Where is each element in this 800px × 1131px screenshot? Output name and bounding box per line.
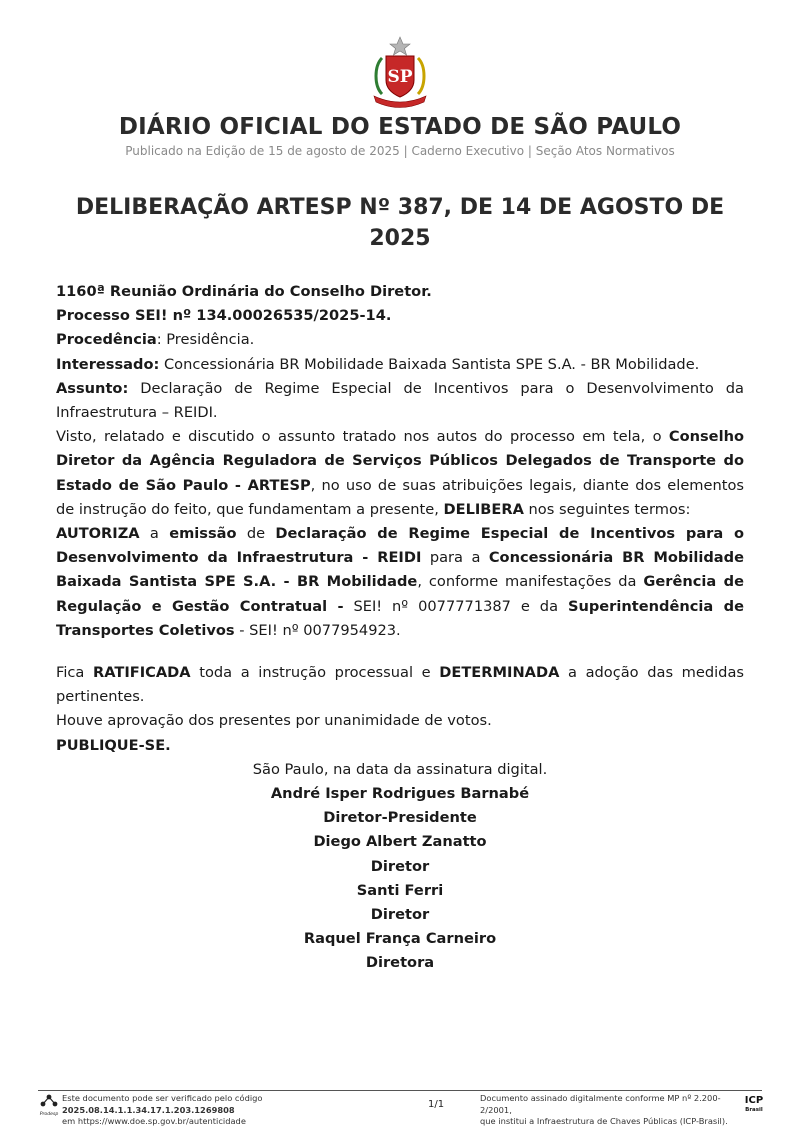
signature-block	[56, 782, 744, 976]
text-run: a	[139, 525, 170, 543]
determinada-keyword: DETERMINADA	[439, 664, 560, 682]
publish-line: PUBLIQUE-SE.	[56, 736, 171, 754]
agency-name: Conselho Diretor da Agência Reguladora de Serviços Públicos Delegados de Transporte do Estado de São Paulo - ARTESP	[56, 428, 744, 494]
publication-info: Publicado na Edição de 15 de agosto de 2025 | Caderno Executivo | Seção Atos Normativos	[125, 144, 675, 158]
signatory-role: Diretor-Presidente	[323, 809, 477, 827]
text-run: SEI! nº 0077771387 e da	[343, 597, 568, 615]
assunto-value: Declaração de Regime Especial de Incentivos para o Desenvolvimento da Infraestrutura – REIDI.	[56, 379, 744, 422]
page-footer	[38, 1090, 762, 1127]
document-title: DELIBERAÇÃO ARTESP Nº 387, DE 14 DE AGOSTO DE 2025	[75, 195, 725, 251]
signature-note-line: que institui a Infraestrutura de Chaves Públicas (ICP-Brasil).	[480, 1116, 728, 1126]
text-run: nos seguintes termos:	[523, 500, 691, 518]
delibera-keyword: DELIBERA	[443, 500, 524, 518]
signatory-name: Diego Albert Zanatto	[313, 833, 487, 851]
document-body	[56, 280, 744, 976]
interessado-label: Interessado:	[56, 355, 160, 373]
assunto-label: Assunto:	[56, 379, 129, 397]
paragraph-ratifica	[56, 661, 744, 709]
signatory-name: André Isper Rodrigues Barnabé	[270, 785, 530, 803]
icp-label: ICP	[744, 1095, 764, 1106]
regulation-department: Gerência de Regulação e Gestão Contratual -	[56, 573, 744, 615]
transport-superintendence: Superintendência de Transportes Coletivos	[56, 597, 744, 639]
paragraph-autoriza	[56, 522, 744, 643]
signatory-role: Diretor	[370, 857, 430, 875]
page-number: 1/1	[428, 1099, 445, 1110]
meeting-line: 1160ª Reunião Ordinária do Conselho Diretor.	[56, 283, 432, 300]
verification-text: Este documento pode ser verificado pelo código	[62, 1093, 263, 1103]
procedencia-line	[56, 328, 744, 352]
digital-signature-note	[480, 1093, 742, 1128]
verification-note	[62, 1093, 422, 1128]
text-run: , conforme manifestações da	[417, 573, 644, 591]
verification-code: 2025.08.14.1.1.34.17.1.203.1269808	[62, 1104, 235, 1115]
reidi-declaration: Declaração de Regime Especial de Incentivos para o Desenvolvimento da Infraestrutura - REIDI	[56, 525, 744, 567]
text-run: a adoção das medidas pertinentes.	[56, 664, 744, 706]
process-line: Processo SEI! nº 134.00026535/2025-14.	[56, 307, 392, 325]
prodesp-label: Prodesp	[39, 1112, 59, 1117]
verification-url: em https://www.doe.sp.gov.br/autenticidade	[62, 1116, 246, 1126]
icp-sub-label: Brasil	[745, 1107, 763, 1113]
text-run: - SEI! nº 0077954923.	[234, 621, 401, 639]
paragraph-visto	[56, 425, 744, 522]
signatory-role: Diretora	[365, 954, 435, 972]
interessado-line	[56, 353, 744, 377]
text-run: para a	[421, 549, 489, 567]
approval-line: Houve aprovação dos presentes por unanimidade de votos.	[56, 712, 492, 730]
assunto-line	[56, 377, 744, 425]
signature-note-line: Documento assinado digitalmente conforme MP nº 2.200-2/2001,	[480, 1093, 721, 1115]
text-run: Fica	[56, 664, 93, 682]
text-run: Visto, relatado e discutido o assunto tratado nos autos do processo em tela, o	[56, 428, 669, 446]
signatory-role: Diretor	[370, 906, 430, 924]
emissao-keyword: emissão	[169, 525, 237, 543]
masthead	[0, 114, 800, 158]
interessado-value: Concessionária BR Mobilidade Baixada Santista SPE S.A. - BR Mobilidade.	[159, 355, 700, 373]
prodesp-logo-icon	[38, 1093, 60, 1119]
text-run: de	[236, 525, 276, 543]
signatory-name: Raquel França Carneiro	[303, 930, 497, 948]
text-run: , no uso de suas atribuições legais, diante dos elementos de instrução do feito, que fundamentam a presente,	[56, 476, 744, 518]
ratificada-keyword: RATIFICADA	[92, 664, 191, 682]
procedencia-value: : Presidência.	[156, 331, 255, 349]
seal-monogram: SP	[387, 67, 413, 87]
concessionaire-name: Concessionária BR Mobilidade Baixada Santista SPE S.A. - BR Mobilidade	[56, 549, 744, 591]
gazette-title: DIÁRIO OFICIAL DO ESTADO DE SÃO PAULO	[118, 114, 682, 140]
signatory-name: Santi Ferri	[356, 881, 444, 899]
autoriza-keyword: AUTORIZA	[56, 525, 140, 543]
text-run: toda a instrução processual e	[190, 664, 440, 682]
place-date-line: São Paulo, na data da assinatura digital.	[252, 760, 548, 778]
sao-paulo-coat-of-arms-icon	[368, 36, 432, 110]
icp-brasil-logo-icon	[744, 1092, 764, 1120]
procedencia-label: Procedência	[56, 331, 157, 349]
